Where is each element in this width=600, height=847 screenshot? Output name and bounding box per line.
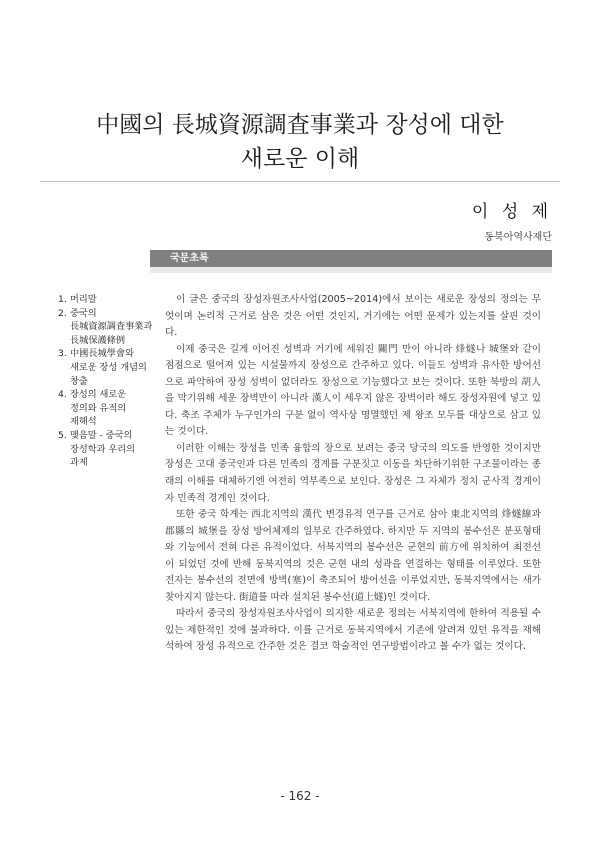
abstract-header-bar: [150, 250, 552, 267]
toc-number: 4.: [58, 389, 67, 401]
toc-line: 中國長城學會와: [70, 348, 134, 360]
toc-line: 창출: [70, 375, 88, 387]
toc-number: 3.: [58, 348, 67, 360]
author-block: [472, 197, 552, 243]
toc-number: 1.: [58, 294, 67, 305]
abstract-body: [165, 292, 541, 656]
toc-number: 2.: [58, 307, 67, 319]
paper-title: [40, 108, 560, 176]
toc-item: [58, 307, 153, 348]
paper-title-line-2: 새로운 이해: [240, 146, 360, 172]
toc-line: 재해석: [70, 416, 97, 428]
paper-title-line-1: 中國의 長城資源調査事業과 장성에 대한: [96, 112, 504, 138]
toc-line: 장성학과 우리의: [70, 443, 136, 455]
toc-line: 정의와 유적의: [70, 402, 127, 414]
toc-item: [58, 347, 150, 388]
toc-line: 과제: [70, 457, 88, 469]
toc-line: 새로운 장성 개념의: [70, 361, 147, 373]
abstract-paragraph: 이 글은 중국의 장성자원조사사업(2005~2014)에서 보이는 새로운 장성의 정의는 무엇이며 논리적 근거로 삼은 것은 어떤 것인지, 거기에는 어떤 문제가 있는지를 살핀 것이다.: [165, 294, 541, 339]
toc-line: 맺음말 - 중국의: [70, 429, 133, 441]
table-of-contents: [58, 293, 153, 470]
abstract-header-shadow: [150, 267, 552, 273]
abstract-label: 국문초록: [170, 253, 209, 264]
toc-line: 중국의: [70, 307, 97, 319]
abstract-paragraph: 또한 중국 학계는 西北지역의 漢代 변경유적 연구를 근거로 삼아 東北지역의 烽燧線과 郡縣의 城堡을 장성 방어체제의 일부로 간주하였다. 하지만 두 지역의 봉수선은 분포형태와 기능에서 전혀 다른 유적이었다. 서북지역의 봉수선은 군현의 前方에 위치하여 최전선이 되었던 것에 반해 동북지역의 것은 군현 내의 성곽을 연결하는 형태를 이루었다. 또한 전자는 봉수선의 전면에 방벽(塞)이 축조되어 방어선을 이루었지만, 동북지역에서는 새가 찾아지지 않는다. 街道를 따라 설치된 봉수선(道上燧)인 것이다.: [165, 509, 541, 603]
toc-line: 머리말: [70, 294, 97, 305]
author-name: 이 성 제: [471, 202, 552, 222]
abstract-paragraph: 이제 중국은 길게 이어진 성벽과 거기에 세워진 關門 만이 아니라 烽燧나 城堡와 같이 점점으로 떨어져 있는 시설물까지 장성으로 간주하고 있다. 이들도 성벽과 유사한 방어선으로 파악하여 장성 성벽이 없더라도 장성으로 기능했다고 보는 것이다. 또한 북방의 胡人을 막기위해 세운 장벽만이 아니라 漢人이 세우지 않은 장벽이라 해도 장성자원에 넣고 있다. 축조 주체가 누구인가의 구분 없이 역사상 명멸했던 제 왕조 모두를 대상으로 삼고 있는 것이다.: [165, 343, 541, 438]
page-number: - 162 -: [280, 789, 320, 803]
toc-item: [58, 429, 150, 470]
toc-line: 장성의 새로운: [70, 389, 127, 401]
abstract-paragraph: 따라서 중국의 장성자원조사사업이 의지한 새로운 정의는 서북지역에 한하여 적용될 수 있는 제한적인 것에 불과하다. 이를 근거로 동북지역에서 기존에 알려져 있던 유적을 재해석하여 장성 유적으로 간주한 것은 결코 학술적인 연구방법이라고 볼 수가 없는 것이다.: [165, 608, 541, 653]
title-divider: [40, 181, 560, 182]
toc-number: 5.: [58, 429, 67, 441]
toc-item: [58, 388, 150, 429]
toc-line: 長城保護條例: [70, 334, 126, 346]
toc-line: 長城資源調査事業과: [70, 321, 153, 333]
abstract-paragraph: 이러한 이해는 장성을 민족 융합의 장으로 보려는 중국 당국의 의도를 반영한 것이지만 장성은 고대 중국인과 다른 민족의 경계를 구분짓고 이동을 차단하기위한 구조물이라는 종래의 이해를 대체하기엔 여전히 역부족으로 보인다. 장성은 그 자체가 정치 군사적 경계이자 민족적 경계인 것이다.: [165, 442, 541, 504]
toc-item: [58, 293, 150, 307]
author-affiliation: 동북아역사재단: [484, 232, 552, 243]
